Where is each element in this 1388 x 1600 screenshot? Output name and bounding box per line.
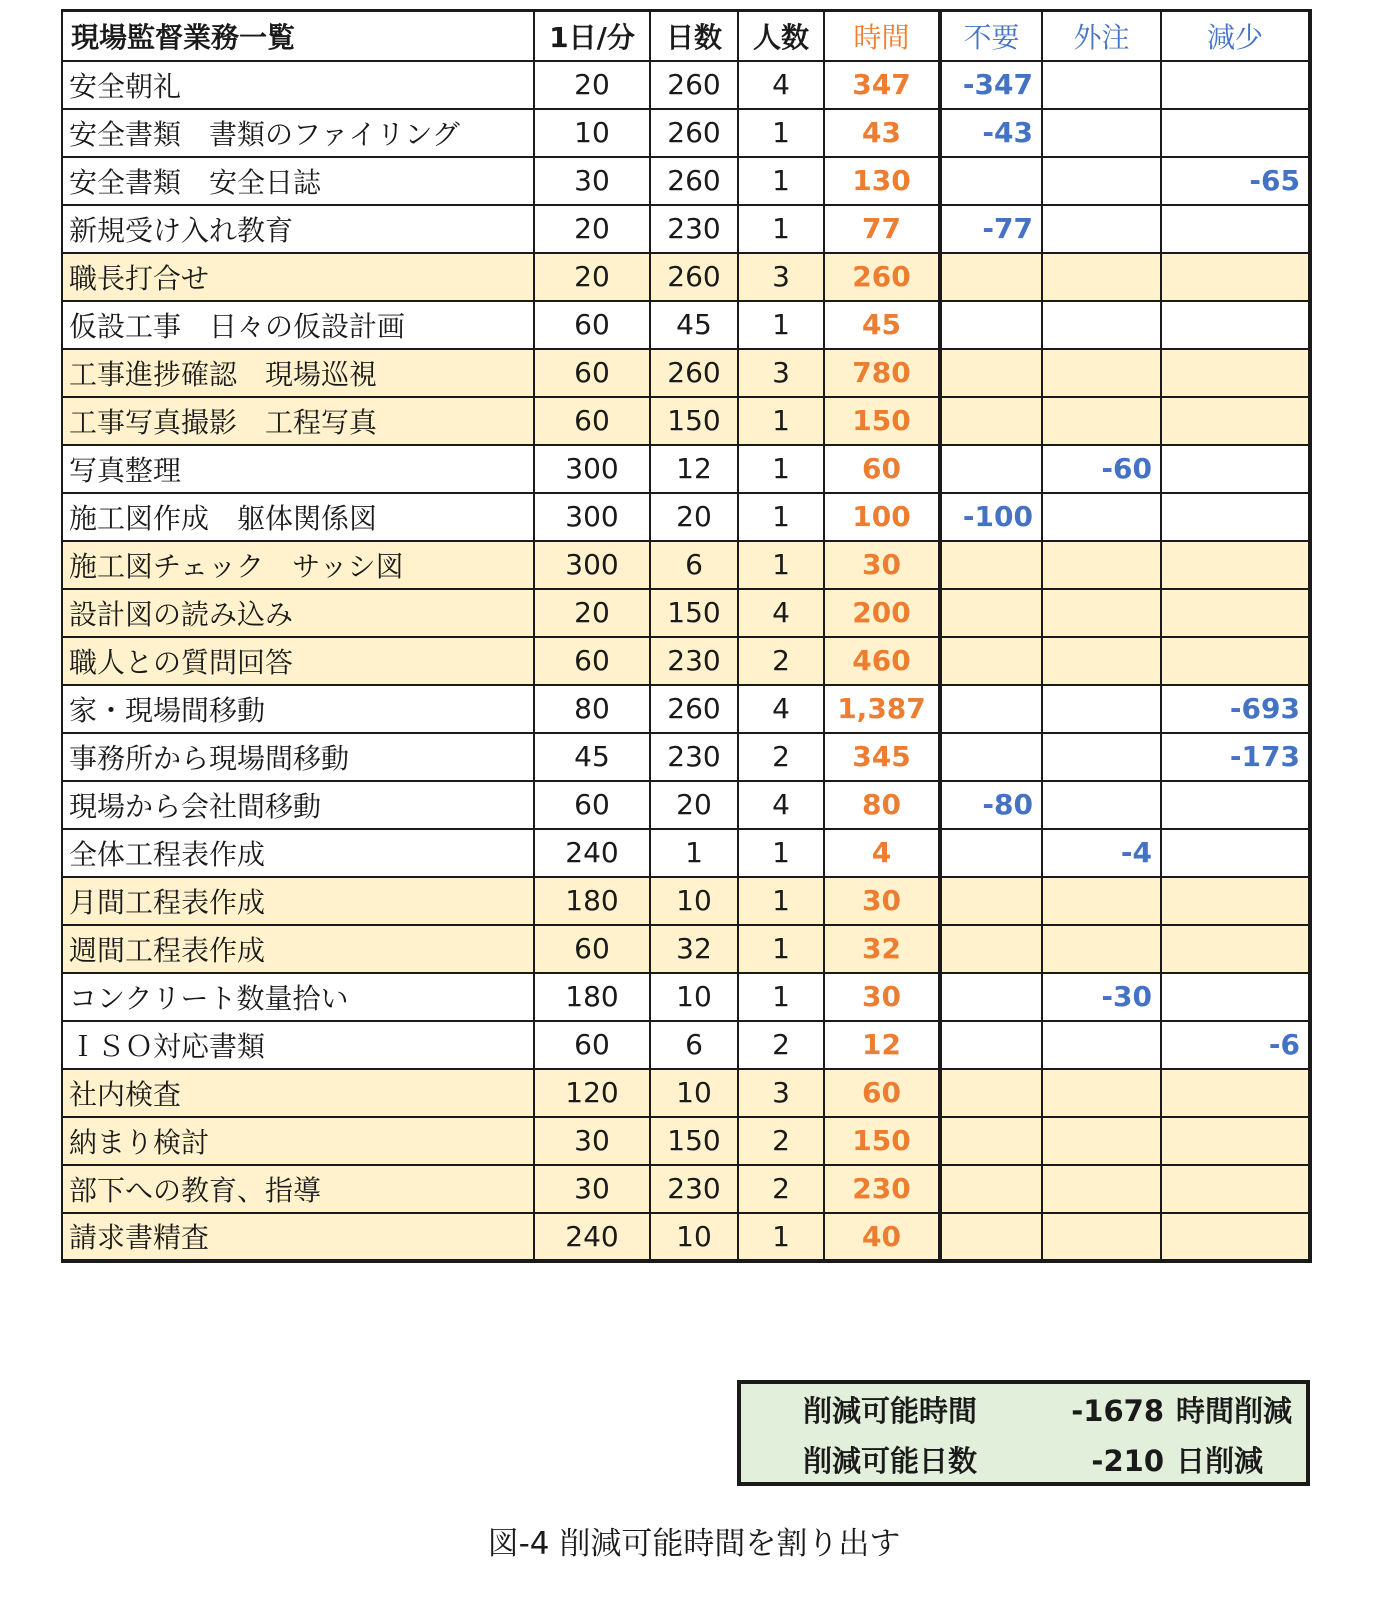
cell-days: 32 [650, 925, 738, 973]
cell-per-day-min: 20 [534, 205, 650, 253]
cell-reduce [1161, 1117, 1310, 1165]
cell-outsource [1042, 589, 1161, 637]
cell-hours: 260 [824, 253, 940, 301]
table-row [62, 109, 1310, 157]
cell-hours: 45 [824, 301, 940, 349]
cell-people: 4 [738, 781, 824, 829]
table-row [62, 1069, 1310, 1117]
cell-days: 10 [650, 973, 738, 1021]
table-row [62, 493, 1310, 541]
cell-unnecessary [940, 637, 1042, 685]
cell-outsource [1042, 253, 1161, 301]
cell-unnecessary: -347 [940, 61, 1042, 109]
cell-unnecessary [940, 1021, 1042, 1069]
cell-per-day-min: 60 [534, 1021, 650, 1069]
cell-hours: 150 [824, 397, 940, 445]
cell-people: 1 [738, 301, 824, 349]
cell-days: 150 [650, 589, 738, 637]
cell-outsource [1042, 541, 1161, 589]
cell-per-day-min: 180 [534, 973, 650, 1021]
cell-per-day-min: 180 [534, 877, 650, 925]
table-row [62, 925, 1310, 973]
cell-per-day-min: 20 [534, 253, 650, 301]
cell-reduce: -6 [1161, 1021, 1310, 1069]
cell-hours: 30 [824, 541, 940, 589]
cell-people: 4 [738, 685, 824, 733]
header-days: 日数 [650, 11, 738, 61]
cell-people: 2 [738, 637, 824, 685]
cell-reduce: -173 [1161, 733, 1310, 781]
cell-hours: 77 [824, 205, 940, 253]
table-row [62, 157, 1310, 205]
cell-unnecessary: -100 [940, 493, 1042, 541]
summary-hours-value: -1678 [1071, 1394, 1164, 1428]
cell-hours: 780 [824, 349, 940, 397]
summary-days-value: -210 [1091, 1444, 1164, 1478]
cell-per-day-min: 45 [534, 733, 650, 781]
cell-outsource [1042, 205, 1161, 253]
table-row [62, 733, 1310, 781]
cell-per-day-min: 300 [534, 493, 650, 541]
cell-hours: 460 [824, 637, 940, 685]
cell-days: 260 [650, 109, 738, 157]
cell-hours: 43 [824, 109, 940, 157]
cell-days: 20 [650, 781, 738, 829]
cell-hours: 32 [824, 925, 940, 973]
cell-task: 月間工程表作成 [62, 877, 534, 925]
cell-task: 安全書類 安全日誌 [62, 157, 534, 205]
cell-hours: 60 [824, 445, 940, 493]
cell-unnecessary: -80 [940, 781, 1042, 829]
cell-reduce [1161, 445, 1310, 493]
cell-task: 職人との質問回答 [62, 637, 534, 685]
cell-reduce [1161, 589, 1310, 637]
cell-hours: 230 [824, 1165, 940, 1213]
table-row [62, 685, 1310, 733]
cell-people: 2 [738, 1117, 824, 1165]
table-row [62, 301, 1310, 349]
cell-per-day-min: 80 [534, 685, 650, 733]
cell-unnecessary [940, 1117, 1042, 1165]
cell-people: 1 [738, 973, 824, 1021]
cell-hours: 100 [824, 493, 940, 541]
cell-hours: 130 [824, 157, 940, 205]
table-row [62, 445, 1310, 493]
cell-people: 1 [738, 1213, 824, 1261]
cell-days: 10 [650, 1069, 738, 1117]
cell-days: 260 [650, 685, 738, 733]
table-row [62, 1165, 1310, 1213]
cell-outsource: -60 [1042, 445, 1161, 493]
cell-unnecessary [940, 685, 1042, 733]
cell-people: 1 [738, 829, 824, 877]
cell-task: 家・現場間移動 [62, 685, 534, 733]
cell-unnecessary [940, 349, 1042, 397]
table-row [62, 61, 1310, 109]
cell-outsource [1042, 301, 1161, 349]
table-row [62, 397, 1310, 445]
cell-reduce [1161, 925, 1310, 973]
cell-unnecessary [940, 301, 1042, 349]
cell-task: 施工図チェック サッシ図 [62, 541, 534, 589]
cell-task: 現場から会社間移動 [62, 781, 534, 829]
cell-outsource [1042, 781, 1161, 829]
header-hours: 時間 [824, 11, 940, 61]
cell-reduce [1161, 637, 1310, 685]
table-body [62, 61, 1310, 1261]
cell-task: ＩＳＯ対応書類 [62, 1021, 534, 1069]
cell-outsource [1042, 1165, 1161, 1213]
cell-task: 職長打合せ [62, 253, 534, 301]
cell-reduce [1161, 205, 1310, 253]
cell-unnecessary [940, 541, 1042, 589]
cell-days: 260 [650, 157, 738, 205]
cell-per-day-min: 30 [534, 1165, 650, 1213]
cell-people: 4 [738, 61, 824, 109]
cell-task: 工事進捗確認 現場巡視 [62, 349, 534, 397]
cell-per-day-min: 20 [534, 61, 650, 109]
cell-task: 設計図の読み込み [62, 589, 534, 637]
cell-days: 230 [650, 205, 738, 253]
cell-task: 新規受け入れ教育 [62, 205, 534, 253]
cell-per-day-min: 300 [534, 541, 650, 589]
cell-task: 安全朝礼 [62, 61, 534, 109]
cell-hours: 30 [824, 973, 940, 1021]
cell-reduce [1161, 781, 1310, 829]
cell-days: 12 [650, 445, 738, 493]
cell-outsource [1042, 877, 1161, 925]
header-task: 現場監督業務一覧 [62, 11, 534, 61]
cell-days: 6 [650, 541, 738, 589]
table-row [62, 1117, 1310, 1165]
cell-per-day-min: 30 [534, 1117, 650, 1165]
cell-hours: 4 [824, 829, 940, 877]
figure-caption: 図-4 削減可能時間を割り出す [487, 1526, 901, 1562]
cell-reduce [1161, 253, 1310, 301]
cell-unnecessary [940, 877, 1042, 925]
cell-reduce [1161, 1069, 1310, 1117]
cell-task: 週間工程表作成 [62, 925, 534, 973]
cell-people: 1 [738, 157, 824, 205]
table-row [62, 253, 1310, 301]
cell-per-day-min: 60 [534, 397, 650, 445]
cell-task: 安全書類 書類のファイリング [62, 109, 534, 157]
cell-reduce [1161, 829, 1310, 877]
cell-unnecessary [940, 253, 1042, 301]
cell-people: 1 [738, 877, 824, 925]
cell-reduce [1161, 877, 1310, 925]
cell-task: 施工図作成 躯体関係図 [62, 493, 534, 541]
cell-days: 45 [650, 301, 738, 349]
cell-hours: 347 [824, 61, 940, 109]
cell-people: 1 [738, 445, 824, 493]
cell-per-day-min: 60 [534, 925, 650, 973]
cell-people: 3 [738, 253, 824, 301]
cell-days: 6 [650, 1021, 738, 1069]
summary-days-row [741, 1436, 1306, 1486]
cell-unnecessary [940, 589, 1042, 637]
cell-days: 230 [650, 733, 738, 781]
cell-outsource [1042, 157, 1161, 205]
cell-days: 20 [650, 493, 738, 541]
cell-unnecessary [940, 973, 1042, 1021]
cell-task: 仮設工事 日々の仮設計画 [62, 301, 534, 349]
summary-hours-label: 削減可能時間 [803, 1394, 978, 1428]
cell-days: 260 [650, 61, 738, 109]
cell-reduce [1161, 61, 1310, 109]
cell-people: 1 [738, 541, 824, 589]
cell-people: 2 [738, 1021, 824, 1069]
cell-unnecessary: -77 [940, 205, 1042, 253]
cell-people: 1 [738, 205, 824, 253]
table-row [62, 1021, 1310, 1069]
table-row [62, 1213, 1310, 1261]
cell-hours: 80 [824, 781, 940, 829]
cell-unnecessary [940, 733, 1042, 781]
cell-people: 1 [738, 109, 824, 157]
cell-reduce [1161, 301, 1310, 349]
table-row [62, 637, 1310, 685]
header-per-day-min: 1日/分 [534, 11, 650, 61]
cell-task: 部下への教育、指導 [62, 1165, 534, 1213]
cell-per-day-min: 60 [534, 637, 650, 685]
cell-unnecessary [940, 445, 1042, 493]
cell-task: 写真整理 [62, 445, 534, 493]
cell-task: 社内検査 [62, 1069, 534, 1117]
table-row [62, 781, 1310, 829]
cell-outsource [1042, 1117, 1161, 1165]
cell-days: 230 [650, 637, 738, 685]
table-row [62, 877, 1310, 925]
cell-hours: 40 [824, 1213, 940, 1261]
cell-task: 工事写真撮影 工程写真 [62, 397, 534, 445]
cell-reduce [1161, 397, 1310, 445]
cell-per-day-min: 30 [534, 157, 650, 205]
cell-people: 3 [738, 349, 824, 397]
cell-outsource [1042, 1021, 1161, 1069]
cell-hours: 150 [824, 1117, 940, 1165]
summary-days-unit: 日削減 [1176, 1444, 1264, 1478]
cell-reduce [1161, 109, 1310, 157]
table-row [62, 973, 1310, 1021]
cell-days: 260 [650, 253, 738, 301]
cell-hours: 1,387 [824, 685, 940, 733]
cell-people: 1 [738, 397, 824, 445]
cell-unnecessary [940, 925, 1042, 973]
cell-unnecessary [940, 397, 1042, 445]
cell-per-day-min: 20 [534, 589, 650, 637]
cell-outsource [1042, 1213, 1161, 1261]
cell-days: 230 [650, 1165, 738, 1213]
cell-outsource: -30 [1042, 973, 1161, 1021]
cell-reduce: -693 [1161, 685, 1310, 733]
cell-reduce [1161, 541, 1310, 589]
cell-outsource [1042, 685, 1161, 733]
cell-people: 1 [738, 493, 824, 541]
summary-hours-row [741, 1386, 1306, 1436]
cell-per-day-min: 240 [534, 829, 650, 877]
cell-people: 4 [738, 589, 824, 637]
cell-days: 150 [650, 1117, 738, 1165]
cell-unnecessary: -43 [940, 109, 1042, 157]
cell-reduce [1161, 973, 1310, 1021]
header-row [62, 11, 1310, 61]
summary-days-label: 削減可能日数 [803, 1444, 978, 1478]
cell-outsource [1042, 349, 1161, 397]
cell-task: 事務所から現場間移動 [62, 733, 534, 781]
cell-reduce [1161, 349, 1310, 397]
cell-outsource [1042, 733, 1161, 781]
cell-per-day-min: 240 [534, 1213, 650, 1261]
table-row [62, 589, 1310, 637]
cell-days: 10 [650, 877, 738, 925]
cell-hours: 30 [824, 877, 940, 925]
cell-per-day-min: 60 [534, 781, 650, 829]
cell-hours: 60 [824, 1069, 940, 1117]
header-people: 人数 [738, 11, 824, 61]
cell-hours: 12 [824, 1021, 940, 1069]
cell-days: 260 [650, 349, 738, 397]
cell-reduce [1161, 493, 1310, 541]
cell-days: 150 [650, 397, 738, 445]
task-table [61, 9, 1312, 1263]
cell-people: 3 [738, 1069, 824, 1117]
cell-outsource [1042, 1069, 1161, 1117]
reduction-summary-box [737, 1380, 1310, 1486]
cell-task: 全体工程表作成 [62, 829, 534, 877]
cell-hours: 200 [824, 589, 940, 637]
header-reduce: 減少 [1161, 11, 1310, 61]
cell-outsource [1042, 397, 1161, 445]
cell-unnecessary [940, 1165, 1042, 1213]
summary-hours-unit: 時間削減 [1176, 1394, 1293, 1428]
cell-per-day-min: 120 [534, 1069, 650, 1117]
cell-days: 1 [650, 829, 738, 877]
cell-people: 2 [738, 733, 824, 781]
table-row [62, 829, 1310, 877]
cell-unnecessary [940, 829, 1042, 877]
table-row [62, 205, 1310, 253]
cell-per-day-min: 60 [534, 301, 650, 349]
table-row [62, 541, 1310, 589]
cell-outsource [1042, 925, 1161, 973]
cell-unnecessary [940, 1069, 1042, 1117]
cell-outsource [1042, 637, 1161, 685]
cell-people: 1 [738, 925, 824, 973]
cell-unnecessary [940, 157, 1042, 205]
cell-task: 請求書精査 [62, 1213, 534, 1261]
cell-outsource [1042, 493, 1161, 541]
cell-outsource [1042, 109, 1161, 157]
header-unnecessary: 不要 [940, 11, 1042, 61]
cell-per-day-min: 60 [534, 349, 650, 397]
cell-unnecessary [940, 1213, 1042, 1261]
cell-reduce [1161, 1165, 1310, 1213]
cell-task: コンクリート数量拾い [62, 973, 534, 1021]
cell-reduce: -65 [1161, 157, 1310, 205]
cell-per-day-min: 300 [534, 445, 650, 493]
cell-outsource: -4 [1042, 829, 1161, 877]
table-row [62, 349, 1310, 397]
cell-days: 10 [650, 1213, 738, 1261]
cell-task: 納まり検討 [62, 1117, 534, 1165]
cell-people: 2 [738, 1165, 824, 1213]
header-outsource: 外注 [1042, 11, 1161, 61]
cell-hours: 345 [824, 733, 940, 781]
cell-outsource [1042, 61, 1161, 109]
cell-reduce [1161, 1213, 1310, 1261]
cell-per-day-min: 10 [534, 109, 650, 157]
